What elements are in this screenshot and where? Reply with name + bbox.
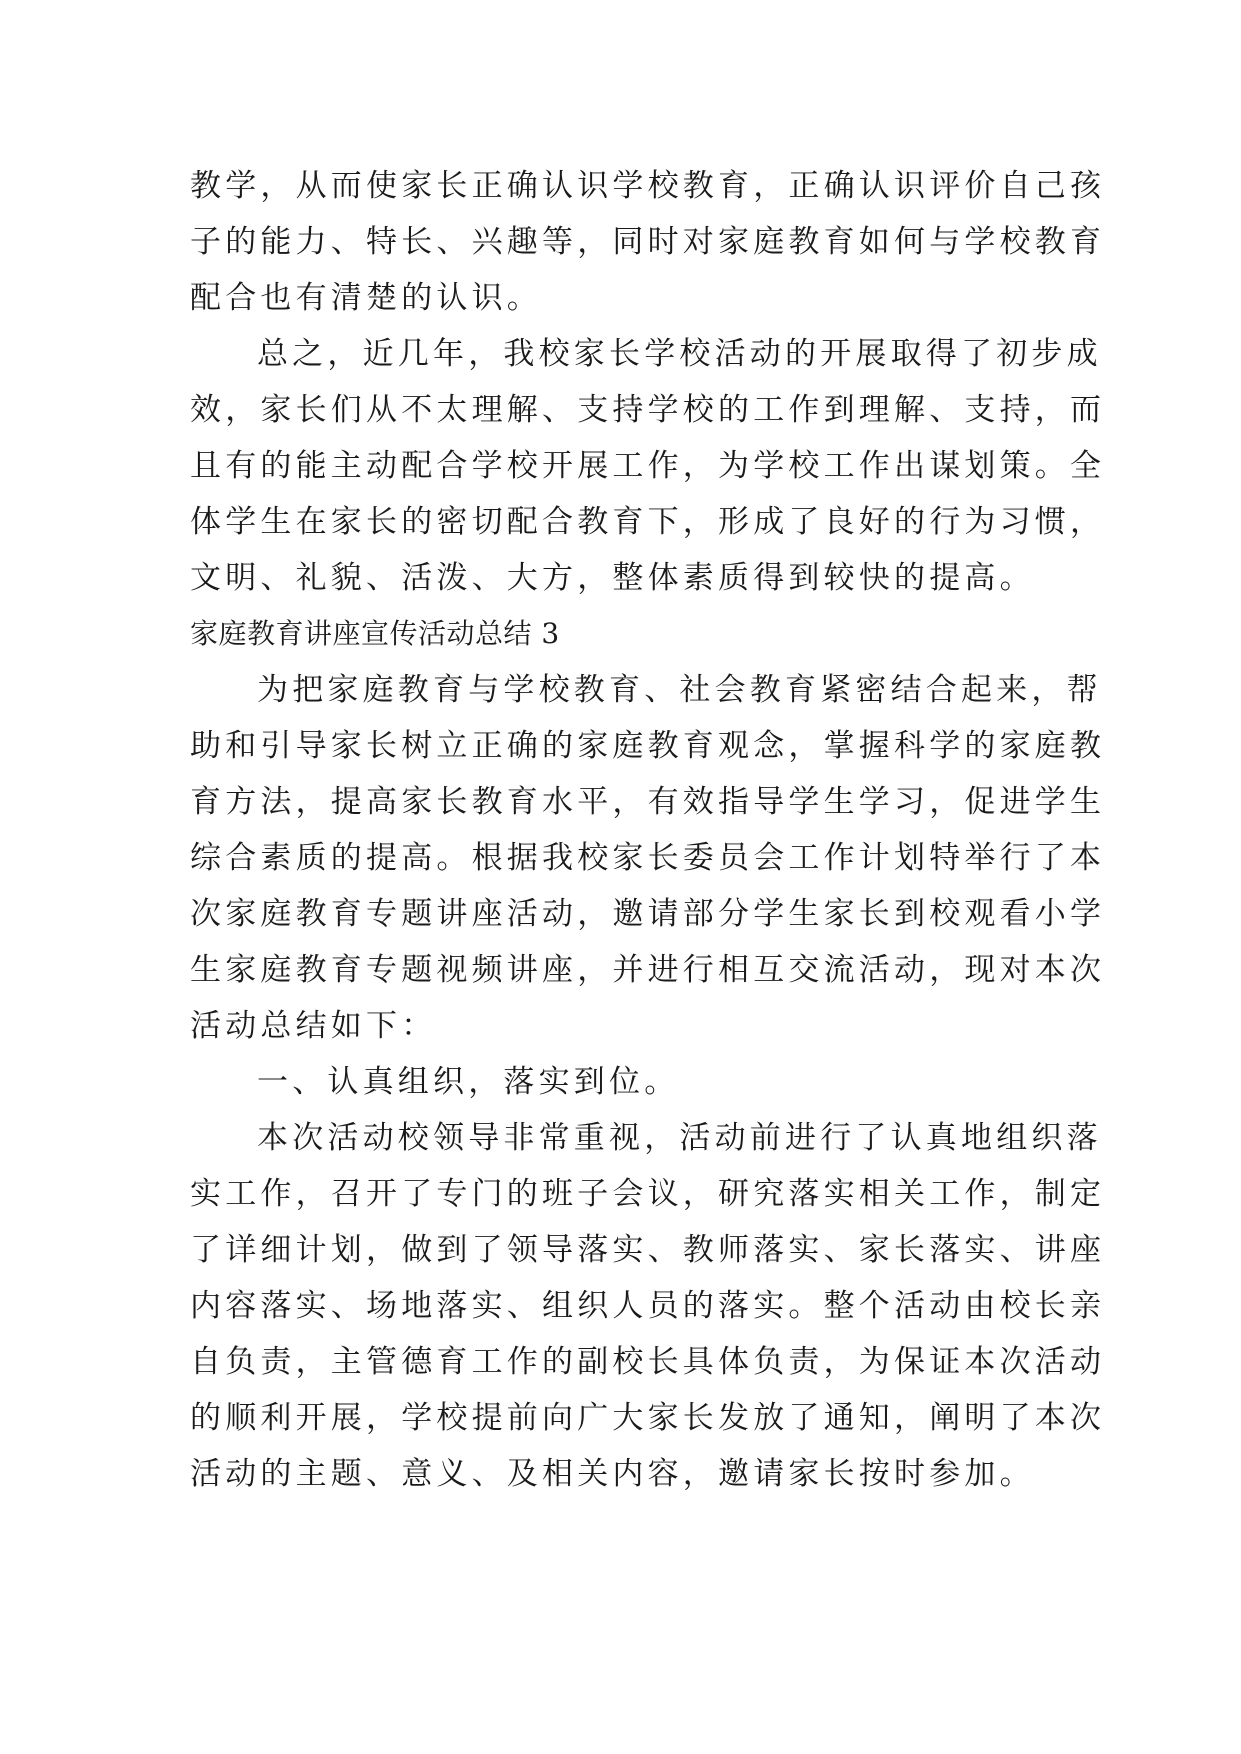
subheading: 一、认真组织，落实到位。: [257, 1064, 680, 1100]
paragraph-line: 了详细计划，做到了领导落实、教师落实、家长落实、讲座: [190, 1232, 1106, 1268]
paragraph-line: 子的能力、特长、兴趣等，同时对家庭教育如何与学校教育: [190, 224, 1106, 260]
paragraph-line: 综合素质的提高。根据我校家长委员会工作计划特举行了本: [190, 840, 1106, 876]
paragraph-line: 配合也有清楚的认识。: [190, 280, 542, 316]
paragraph-line: 文明、礼貌、活泼、大方，整体素质得到较快的提高。: [190, 560, 1035, 596]
paragraph-line: 助和引导家长树立正确的家庭教育观念，掌握科学的家庭教: [190, 728, 1106, 764]
paragraph-line: 育方法，提高家长教育水平，有效指导学生学习，促进学生: [190, 784, 1106, 820]
paragraph-line: 生家庭教育专题视频讲座，并进行相互交流活动，现对本次: [190, 952, 1106, 988]
paragraph-line: 活动总结如下：: [190, 1008, 437, 1044]
paragraph-line: 体学生在家长的密切配合教育下，形成了良好的行为习惯，: [190, 504, 1106, 540]
document-body: [190, 158, 1106, 1502]
paragraph-line: 的顺利开展，学校提前向广大家长发放了通知，阐明了本次: [190, 1400, 1106, 1436]
paragraph-line: 且有的能主动配合学校开展工作，为学校工作出谋划策。全: [190, 448, 1106, 484]
paragraph-line: 活动的主题、意义、及相关内容，邀请家长按时参加。: [190, 1456, 1035, 1492]
paragraph-line: 效，家长们从不太理解、支持学校的工作到理解、支持，而: [190, 392, 1106, 428]
paragraph-line: 实工作，召开了专门的班子会议，研究落实相关工作，制定: [190, 1176, 1106, 1212]
paragraph-line: 教学，从而使家长正确认识学校教育，正确认识评价自己孩: [190, 168, 1106, 204]
paragraph-line: 内容落实、场地落实、组织人员的落实。整个活动由校长亲: [190, 1288, 1106, 1324]
paragraph-line: 为把家庭教育与学校教育、社会教育紧密结合起来，帮: [257, 672, 1102, 708]
paragraph-line: 总之，近几年，我校家长学校活动的开展取得了初步成: [257, 336, 1102, 372]
paragraph-line: 次家庭教育专题讲座活动，邀请部分学生家长到校观看小学: [190, 896, 1106, 932]
paragraph-line: 本次活动校领导非常重视，活动前进行了认真地组织落: [257, 1120, 1102, 1156]
section-heading: 家庭教育讲座宣传活动总结 3: [190, 617, 560, 650]
paragraph-line: 自负责，主管德育工作的副校长具体负责，为保证本次活动: [190, 1344, 1106, 1380]
